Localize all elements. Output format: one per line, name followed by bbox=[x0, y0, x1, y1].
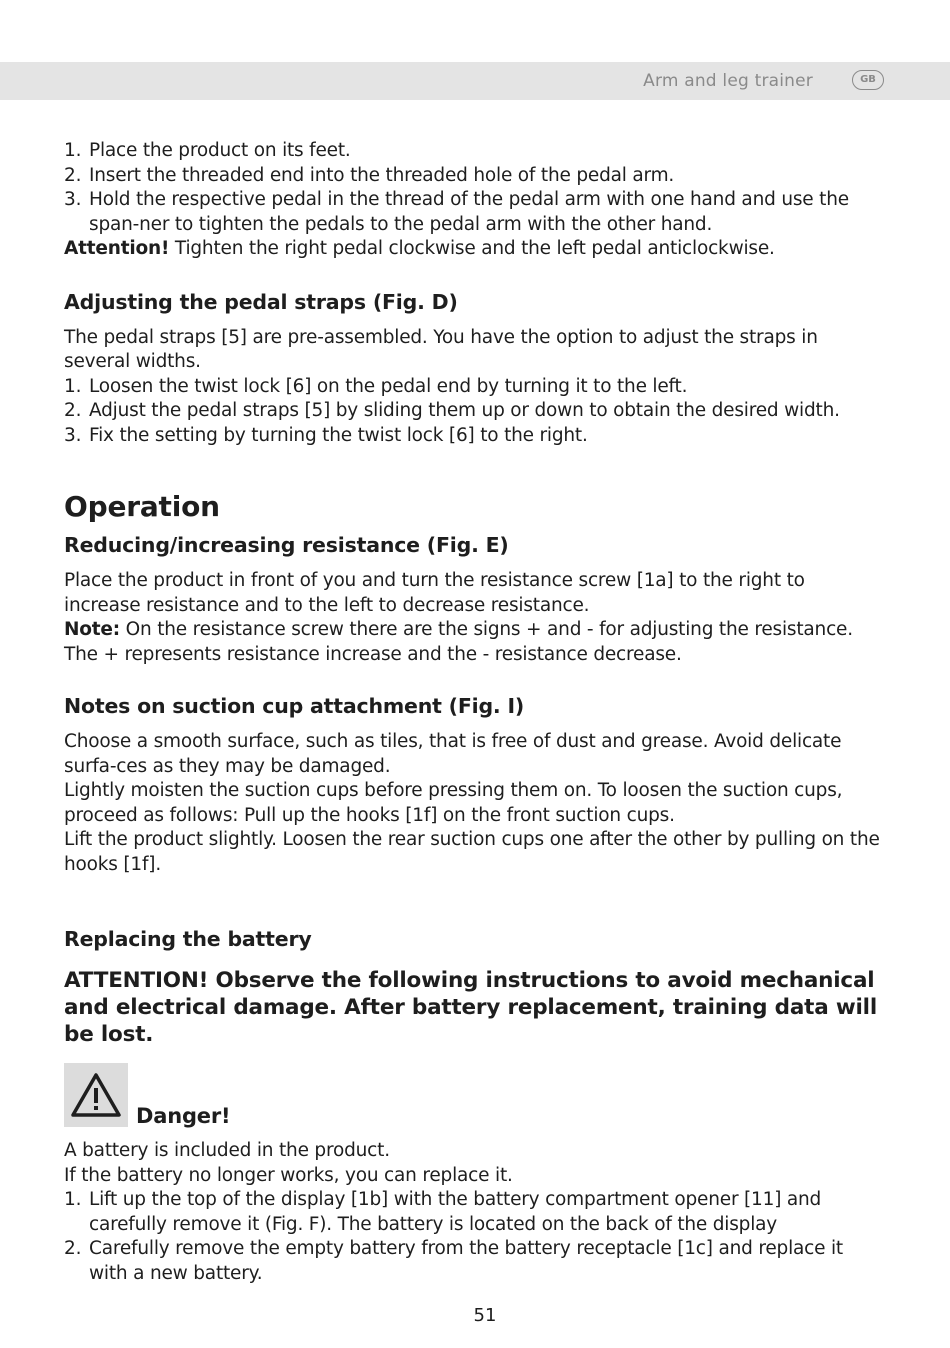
language-badge: GB bbox=[852, 70, 884, 90]
suction-paragraph-1: Choose a smooth surface, such as tiles, that is free of dust and grease. Avoid delicate surfa-ces as they may be damaged. bbox=[64, 731, 842, 777]
list-item: 2. Insert the threaded end into the threaded hole of the pedal arm. bbox=[64, 164, 675, 186]
attention-text: Tighten the right pedal clockwise and the left pedal anticlockwise. bbox=[169, 238, 775, 259]
straps-steps-list bbox=[64, 375, 886, 449]
list-item: 1. Loosen the twist lock [6] on the pedal end by turning it to the left. bbox=[64, 375, 688, 397]
battery-steps-list bbox=[64, 1188, 886, 1286]
list-item: 2. Carefully remove the empty battery from the battery receptacle [1c] and replace it with a new battery. bbox=[64, 1238, 843, 1284]
attention-paragraph bbox=[64, 237, 886, 262]
list-item: 1. Lift up the top of the display [1b] with the battery compartment opener [11] and carefully remove it (Fig. F). The battery is located on the back of the display bbox=[64, 1189, 822, 1235]
resistance-heading: Reducing/increasing resistance (Fig. E) bbox=[64, 533, 509, 557]
warning-icon bbox=[64, 1063, 128, 1127]
note-label: Note: bbox=[64, 619, 120, 640]
suction-paragraph-2: Lightly moisten the suction cups before pressing them on. To loosen the suction cups, proceed as follows: Pull up the hooks [1f] on the front suction cups. bbox=[64, 780, 843, 826]
header-title: Arm and leg trainer bbox=[643, 71, 813, 91]
danger-block bbox=[64, 1063, 886, 1127]
page-number: 51 bbox=[473, 1305, 497, 1326]
straps-heading: Adjusting the pedal straps (Fig. D) bbox=[64, 289, 458, 314]
list-item: 3. Hold the respective pedal in the thread of the pedal arm with one hand and use the span-ner to tighten the pedals to the pedal arm with the other hand. bbox=[64, 189, 849, 235]
resistance-text: Place the product in front of you and turn the resistance screw [1a] to the right to increase resistance and to the left to decrease resistance. bbox=[64, 570, 805, 616]
operation-heading: Operation bbox=[64, 490, 220, 523]
attention-label: Attention! bbox=[64, 238, 170, 259]
list-item: 3. Fix the setting by turning the twist lock [6] to the right. bbox=[64, 424, 588, 446]
battery-heading: Replacing the battery bbox=[64, 927, 312, 951]
suction-paragraph-3: Lift the product slightly. Loosen the rear suction cups one after the other by pulling on the hooks [1f]. bbox=[64, 829, 880, 875]
battery-paragraph-1: A battery is included in the product. bbox=[64, 1140, 390, 1161]
list-item: 1. Place the product on its feet. bbox=[64, 140, 351, 161]
page-content bbox=[64, 139, 886, 1286]
list-item: 2. Adjust the pedal straps [5] by sliding them up or down to obtain the desired width. bbox=[64, 400, 840, 421]
suction-heading: Notes on suction cup attachment (Fig. I) bbox=[64, 694, 525, 718]
header-bar bbox=[0, 62, 950, 100]
battery-paragraph-2: If the battery no longer works, you can replace it. bbox=[64, 1164, 513, 1186]
pedal-steps-list bbox=[64, 139, 886, 237]
note-text-2: The + represents resistance increase and the - resistance decrease. bbox=[64, 643, 682, 665]
battery-attention: ATTENTION! Observe the following instructions to avoid mechanical and electrical damage. After battery replacement, training data will be lost. bbox=[64, 968, 877, 1047]
note-paragraph bbox=[64, 618, 886, 643]
straps-intro: The pedal straps [5] are pre-assembled. You have the option to adjust the straps in several widths. bbox=[64, 326, 818, 372]
note-text: On the resistance screw there are the signs + and - for adjusting the resistance. bbox=[119, 619, 853, 640]
danger-label: Danger! bbox=[136, 1104, 231, 1128]
